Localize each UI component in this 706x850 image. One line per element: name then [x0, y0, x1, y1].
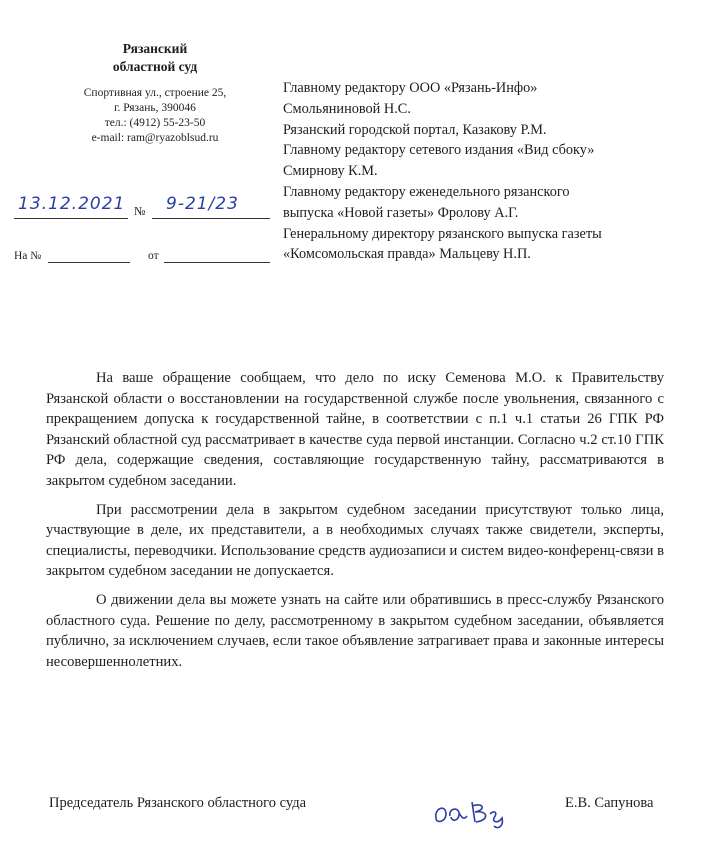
address-line: Спортивная ул., строение 25,: [83, 87, 227, 99]
addressee-block: [283, 78, 683, 265]
reference-date-line: [164, 262, 270, 263]
handwritten-signature: [432, 796, 522, 835]
addressee-line: Генеральному директору рязанского выпуска газеты: [283, 225, 602, 242]
addressee-line: Смирнову К.М.: [283, 163, 378, 180]
addressee-line: Главному редактору сетевого издания «Вид сбоку»: [283, 142, 595, 159]
addressee-line: Рязанский городской портал, Казакову Р.М.: [283, 121, 547, 138]
signatory-name: Е.В. Сапунова: [565, 795, 654, 811]
body-paragraph: О движении дела вы можете узнать на сайте или обратившись в пресс-службу Рязанского областного суда. Решение по делу, рассмотренному в закрытом судебном заседании, объявляется публично, за исключением случаев, если такое объявление затрагивает права и законные интересы несовершеннолетних.: [46, 591, 664, 670]
reference-number-line: [48, 262, 130, 263]
outgoing-date: 13.12.2021: [18, 194, 126, 214]
outgoing-number-field: [152, 194, 270, 219]
court-address: [50, 86, 260, 146]
court-name: [60, 40, 250, 76]
body-paragraph: При рассмотрении дела в закрытом судебном заседании присутствуют только лица, участвующие в деле, их представители, а в необходимых случаях также свидетели, эксперты, специалисты, переводчики. Использование средств аудиозаписи и систем видео-конференц-связи в закрытом судебном заседании не допускается.: [46, 501, 664, 580]
address-line: тел.: (4912) 55-23-50: [104, 117, 206, 129]
court-name-line2: областной суд: [112, 59, 198, 74]
address-line: г. Рязань, 390046: [114, 102, 196, 114]
outgoing-number: 9-21/23: [166, 194, 239, 214]
addressee-line: выпуска «Новой газеты» Фролову А.Г.: [283, 204, 519, 221]
letter-body: [46, 368, 664, 680]
signatory-title: Председатель Рязанского областного суда: [49, 795, 307, 811]
reference-number-label: На №: [14, 250, 42, 262]
address-line: e-mail: ram@ryazoblsud.ru: [91, 132, 219, 144]
addressee-line: Смольяниновой Н.С.: [283, 100, 411, 117]
addressee-line: «Комсомольская правда» Мальцеву Н.П.: [283, 246, 531, 263]
outgoing-number-label: №: [134, 204, 146, 218]
court-name-line1: Рязанский: [122, 41, 188, 56]
addressee-line: Главному редактору еженедельного рязанского: [283, 183, 570, 200]
body-paragraph: На ваше обращение сообщаем, что дело по иску Семенова М.О. к Правительству Рязанской области о восстановлении на государственной службе после увольнения, связанного с прекращением допуска к государственной тайне, в соответствии с п.1 ч.1 статьи 26 ГПК РФ Рязанский областной суд рассматривает в качестве суда первой инстанции. Согласно ч.2 ст.10 ГПК РФ дела, содержащие сведения, составляющие государственную тайну, рассматриваются в закрытом судебном заседании.: [46, 370, 664, 489]
reference-date-label: от: [148, 250, 159, 262]
outgoing-date-field: [14, 194, 128, 219]
addressee-line: Главному редактору ООО «Рязань-Инфо»: [283, 80, 538, 96]
